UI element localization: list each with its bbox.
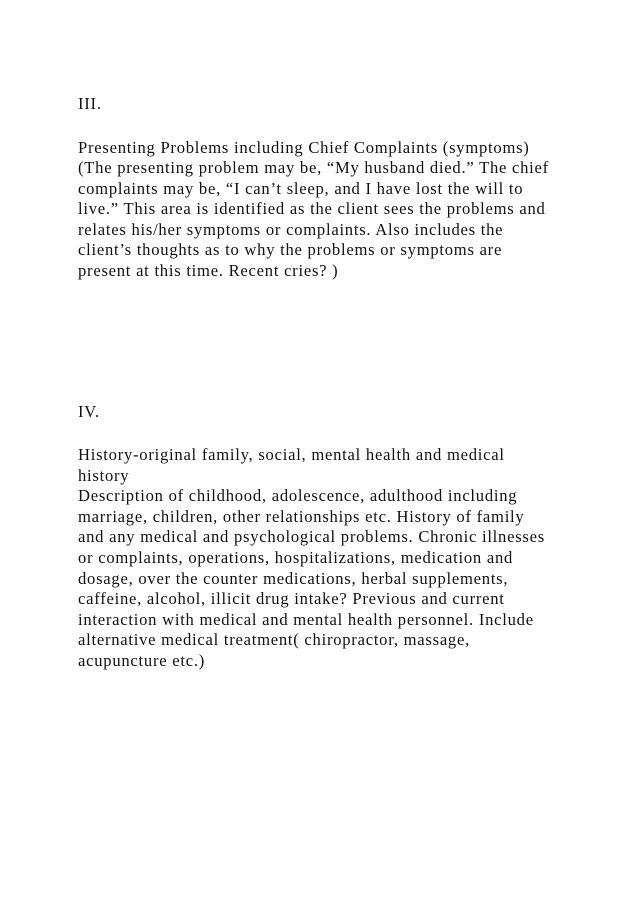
section-3-line: complaints may be, “I can’t sleep, and I have lost the will to — [78, 179, 524, 198]
section-3-line: live.” This area is identified as the client sees the problems and — [78, 199, 546, 218]
section-3-line: relates his/her symptoms or complaints. Also includes the — [78, 220, 504, 239]
section-4-line: caffeine, alcohol, illicit drug intake? Previous and current — [78, 589, 505, 608]
section-3-line: Presenting Problems including Chief Complaints (symptoms) — [78, 138, 530, 157]
section-4-line: acupuncture etc.) — [78, 651, 205, 670]
section-4-line: interaction with medical and mental health personnel. Include — [78, 610, 534, 629]
section-3-heading: III. — [78, 94, 102, 113]
section-4-line: Description of childhood, adolescence, adulthood including — [78, 486, 518, 505]
section-4-heading: IV. — [78, 402, 100, 421]
section-4-line: or complaints, operations, hospitalizations, medication and — [78, 548, 514, 567]
section-3-line: present at this time. Recent cries? ) — [78, 261, 339, 280]
section-4-line: history — [78, 466, 130, 485]
section-4-line: and any medical and psychological problems. Chronic illnesses — [78, 527, 545, 546]
section-4-line: marriage, children, other relationships etc. History of family — [78, 507, 525, 526]
section-4-line: alternative medical treatment( chiropractor, massage, — [78, 630, 470, 649]
section-3-line: client’s thoughts as to why the problems or symptoms are — [78, 240, 503, 259]
section-4-line: dosage, over the counter medications, herbal supplements, — [78, 569, 509, 588]
section-3-line: (The presenting problem may be, “My husband died.” The chief — [78, 158, 549, 177]
section-4-line: History-original family, social, mental health and medical — [78, 445, 505, 464]
